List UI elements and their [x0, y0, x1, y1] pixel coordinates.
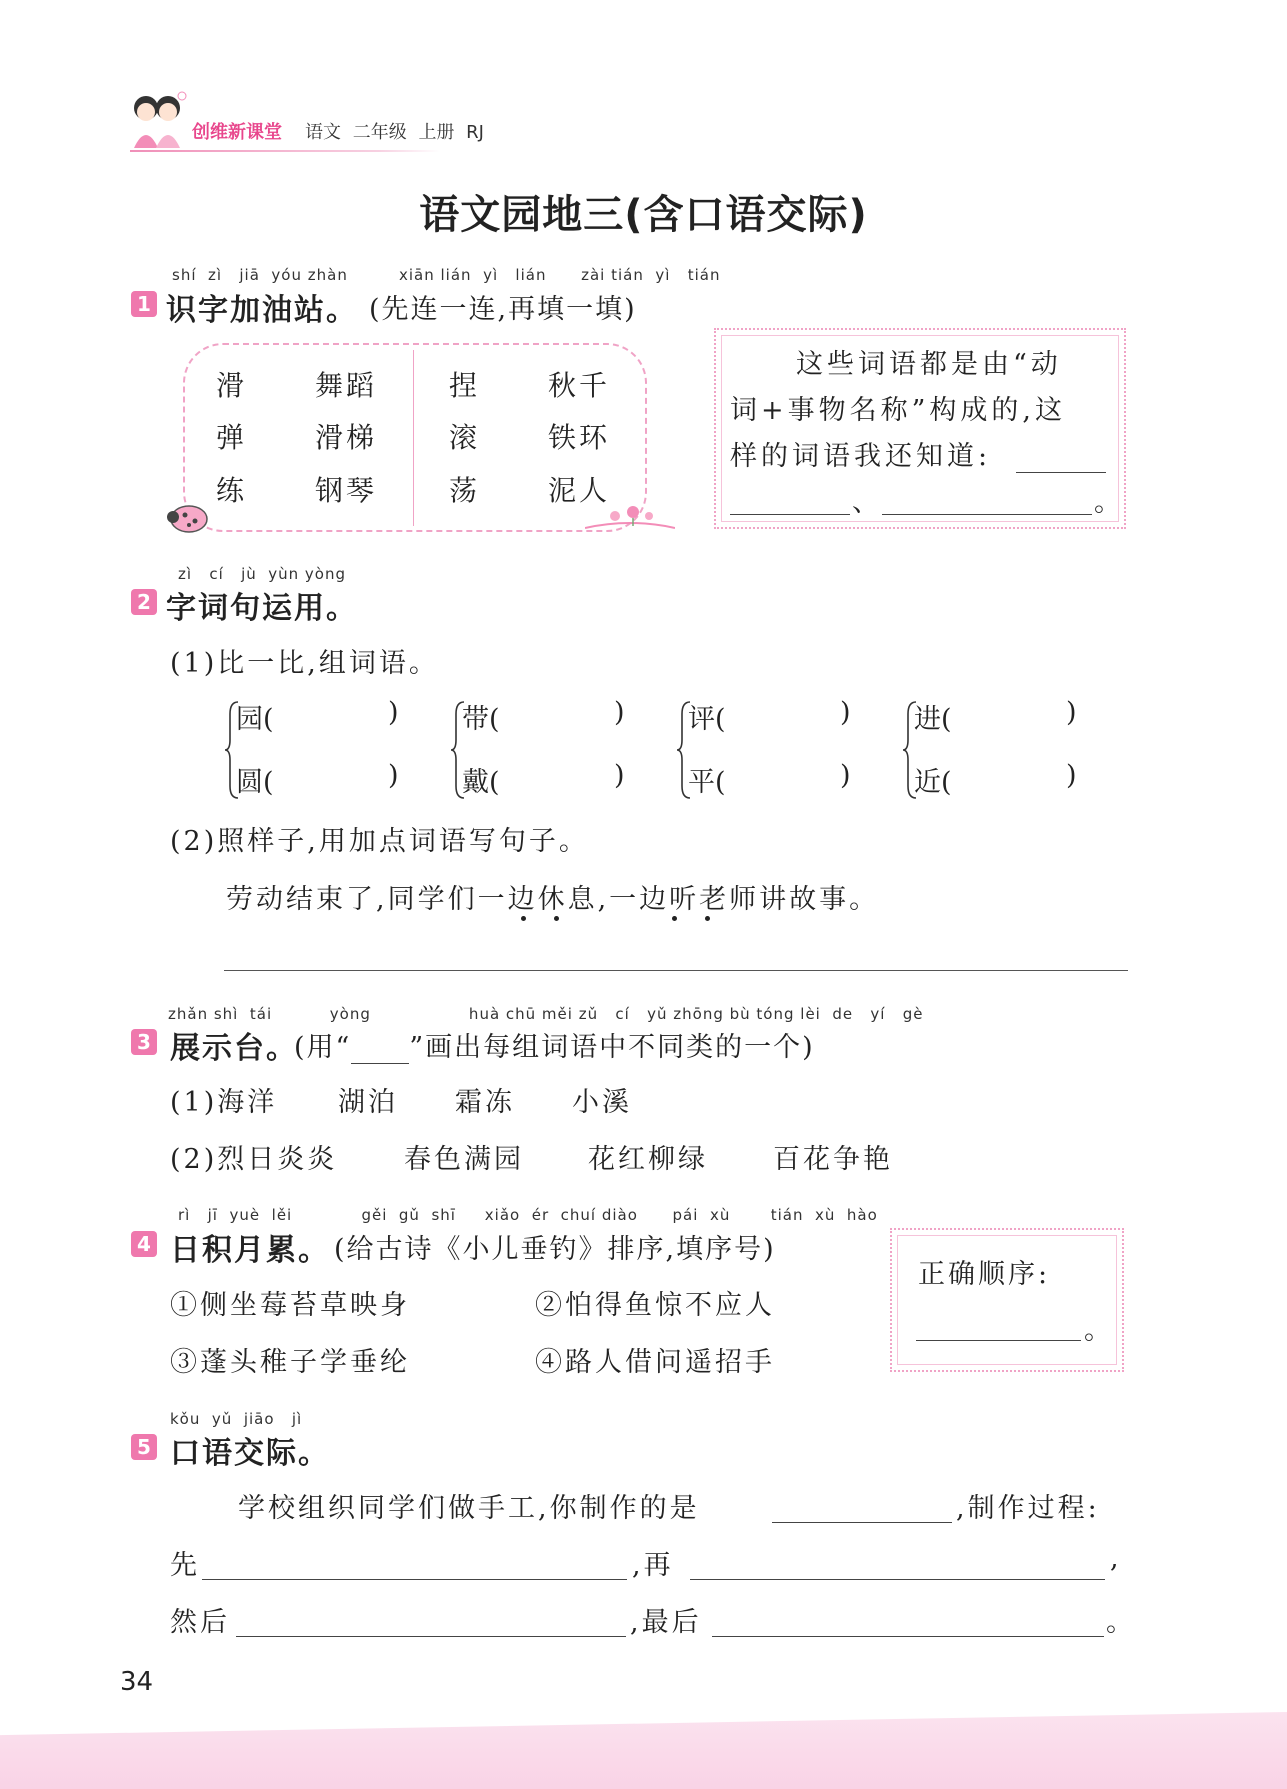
close-paren: ) [840, 697, 851, 728]
section-3-instruction [294, 1025, 815, 1064]
poem-line: ②怕得鱼惊不应人 [535, 1290, 775, 1321]
flowers-icon [585, 500, 675, 530]
kids-logo-icon [124, 88, 190, 154]
section-1-title-pinyin: shí zì jiā yóu zhàn [172, 266, 348, 284]
ladybug-icon [163, 495, 213, 535]
answer-blank[interactable] [712, 1604, 1104, 1637]
speaking-prompt: 学校组织同学们做手工,你制作的是 [238, 1493, 700, 1524]
close-paren: ) [1066, 760, 1077, 791]
match-noun[interactable]: 舞蹈 [315, 369, 378, 402]
poem-line: ①侧坐莓苔草映身 [170, 1290, 410, 1321]
match-verb[interactable]: 捏 [449, 369, 481, 402]
question-2-1: (1)比一比,组词语。 [170, 648, 439, 679]
word-pair-top: 园( [236, 704, 274, 735]
word-pattern-note-box [714, 328, 1126, 529]
close-paren: ) [614, 697, 625, 728]
answer-blank[interactable] [772, 1490, 952, 1523]
section-4-title-pinyin: rì jī yuè lěi gěi gǔ shī xiǎo ér chuí diào pái xù tián xù hào [178, 1206, 878, 1224]
answer-input[interactable] [953, 760, 1058, 800]
end-punct: 。 [1094, 487, 1125, 518]
answer-input[interactable] [727, 760, 832, 800]
section-2-badge: 2 [131, 589, 157, 615]
section-4-instruction: (给古诗《小儿垂钓》排序,填序号) [334, 1234, 776, 1265]
match-noun[interactable]: 泥人 [548, 474, 611, 507]
section-1-note-pinyin: xiān lián yì lián zài tián yì tián [399, 266, 721, 284]
match-verb[interactable]: 荡 [449, 474, 481, 507]
order-label: 正确顺序: [918, 1259, 1051, 1290]
instruction-part: ”画出每组词语中不同类的一个) [409, 1032, 815, 1063]
emphasis-dot [672, 916, 677, 921]
section-3-badge: 3 [131, 1029, 157, 1055]
example-sentence: 劳动结束了,同学们一边休息,一边听老师讲故事。 [226, 884, 880, 915]
poem-line: ③蓬头稚子学垂纶 [170, 1347, 410, 1378]
separator-text: 、 [852, 487, 883, 518]
underline-sample [351, 1035, 409, 1064]
word-group-item[interactable]: 霜冻 [455, 1087, 515, 1118]
section-5-title: 口语交际。 [170, 1436, 330, 1471]
section-2-title-pinyin: zì cí jù yùn yòng [178, 565, 347, 583]
answer-blank[interactable] [730, 480, 850, 515]
header-course-info: 语文 二年级 上册 RJ [305, 122, 484, 143]
emphasis-dot [521, 916, 526, 921]
section-1-instruction: (先连一连,再填一填) [369, 294, 637, 325]
section-1-title: 识字加油站。 [166, 293, 358, 328]
close-paren: ) [388, 697, 399, 728]
answer-input[interactable] [727, 697, 832, 737]
speaking-prompt: ,制作过程: [956, 1493, 1100, 1524]
close-paren: ) [840, 760, 851, 791]
step-label: 然后 [170, 1607, 230, 1638]
word-group-item[interactable]: 小溪 [572, 1087, 632, 1118]
section-1-badge: 1 [131, 291, 157, 317]
match-noun[interactable]: 秋千 [548, 369, 611, 402]
section-3-title: 展示台。 [170, 1031, 298, 1066]
header-brand: 创维新课堂 [192, 122, 282, 143]
word-pair-bottom: 圆( [236, 767, 274, 798]
section-3-title-pinyin: zhǎn shì tái yòng huà chū měi zǔ cí yǔ zhōng bù tóng lèi de yí gè [168, 1005, 924, 1023]
instruction-part: (用“ [294, 1032, 352, 1063]
word-pair-bottom: 近( [914, 767, 952, 798]
word-group-item[interactable]: (1)海洋 [170, 1087, 278, 1118]
section-4-title: 日积月累。 [170, 1233, 330, 1268]
end-punct: , [1110, 1543, 1122, 1574]
page-number: 34 [120, 1667, 154, 1697]
answer-input[interactable] [275, 697, 380, 737]
match-noun[interactable]: 滑梯 [315, 421, 378, 454]
word-pair-bottom: 戴( [462, 767, 500, 798]
match-verb[interactable]: 练 [216, 474, 248, 507]
match-verb[interactable]: 滑 [216, 369, 248, 402]
bottom-decoration-band [0, 1712, 1287, 1789]
answer-blank[interactable] [202, 1547, 627, 1580]
end-punct: 。 [1106, 1607, 1136, 1638]
match-noun[interactable]: 铁环 [548, 421, 611, 454]
word-pair-top: 进( [914, 704, 952, 735]
word-pair-bottom: 平( [688, 767, 726, 798]
answer-blank[interactable] [236, 1604, 626, 1637]
word-pair-top: 带( [462, 704, 500, 735]
answer-blank[interactable] [690, 1547, 1105, 1580]
note-line: 词+事物名称”构成的,这 [730, 395, 1067, 426]
answer-blank[interactable] [882, 480, 1092, 515]
section-5-badge: 5 [131, 1434, 157, 1460]
match-verb[interactable]: 滚 [449, 421, 481, 454]
order-answer-blank[interactable] [916, 1310, 1081, 1341]
section-4-badge: 4 [131, 1231, 157, 1257]
sentence-answer-line[interactable] [224, 970, 1128, 971]
matching-box-divider [413, 350, 414, 526]
answer-input[interactable] [275, 760, 380, 800]
poem-line: ④路人借问遥招手 [535, 1347, 775, 1378]
close-paren: ) [614, 760, 625, 791]
answer-input[interactable] [953, 697, 1058, 737]
word-group-item[interactable]: 湖泊 [338, 1087, 398, 1118]
section-2-title: 字词句运用。 [166, 591, 358, 626]
header-underline [130, 150, 440, 152]
answer-input[interactable] [501, 760, 606, 800]
answer-blank[interactable] [1016, 438, 1106, 473]
word-group-item[interactable]: 春色满园 [404, 1144, 524, 1175]
note-line: 样的词语我还知道: [730, 441, 992, 472]
order-answer-box [890, 1228, 1124, 1372]
word-group-item[interactable]: 百花争艳 [773, 1144, 893, 1175]
word-group-item[interactable]: 花红柳绿 [588, 1144, 708, 1175]
word-group-item[interactable]: (2)烈日炎炎 [170, 1144, 338, 1175]
match-noun[interactable]: 钢琴 [315, 474, 378, 507]
step-label: ,再 [632, 1550, 674, 1581]
answer-input[interactable] [501, 697, 606, 737]
emphasis-dot [554, 916, 559, 921]
question-2-2: (2)照样子,用加点词语写句子。 [170, 826, 589, 857]
emphasis-dot [705, 916, 710, 921]
close-paren: ) [388, 760, 399, 791]
step-label: 先 [170, 1550, 200, 1581]
word-pair-top: 评( [688, 704, 726, 735]
section-5-title-pinyin: kǒu yǔ jiāo jì [170, 1410, 303, 1428]
end-punct: 。 [1084, 1315, 1114, 1346]
match-verb[interactable]: 弹 [216, 421, 248, 454]
close-paren: ) [1066, 697, 1077, 728]
step-label: ,最后 [630, 1607, 702, 1638]
page-title: 语文园地三(含口语交际) [419, 192, 868, 238]
note-line: 这些词语都是由“动 [796, 349, 1062, 380]
